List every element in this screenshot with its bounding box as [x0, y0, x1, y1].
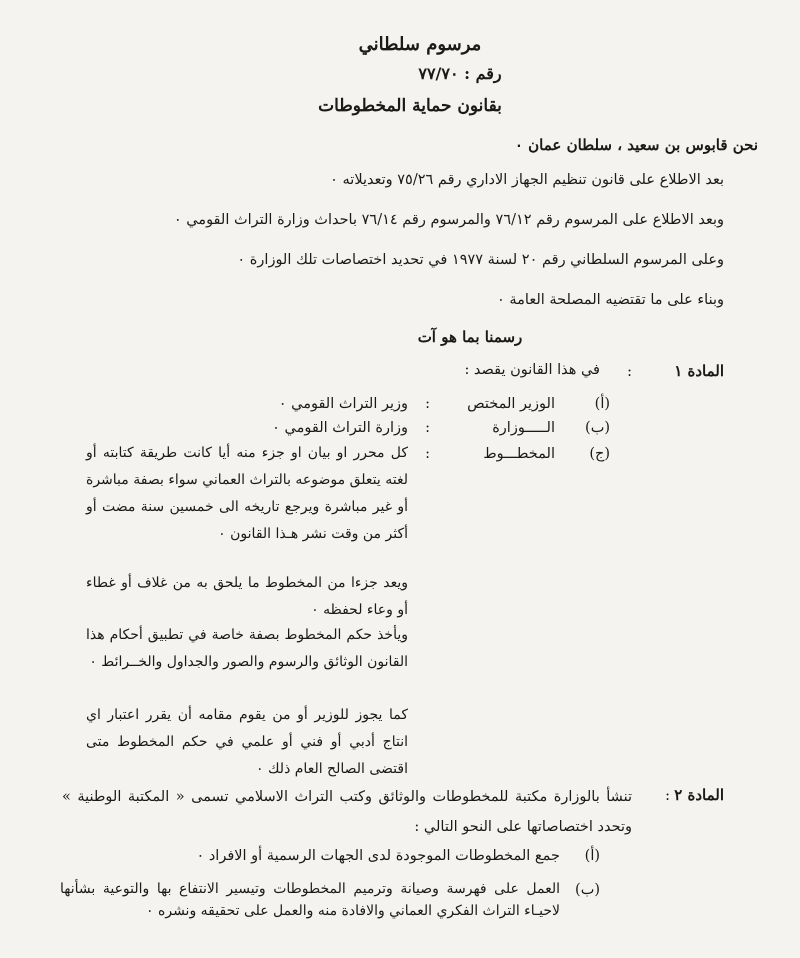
- preamble-line: وبناء على ما تقتضيه المصلحة العامة ٠: [496, 292, 724, 308]
- definition-colon: :: [425, 396, 430, 412]
- definition-colon: :: [425, 446, 430, 462]
- definition-mark: (أ): [594, 396, 610, 412]
- item-text: العمل على فهرسة وصيانة وترميم المخطوطات وتيسير الانتفاع بها والتوعية بشأنها لاحيـاء التراث الفكري العماني والافادة منه والعمل على تحقيقه ونشره ٠: [60, 881, 561, 919]
- preamble-line: بعد الاطلاع على قانون تنظيم الجهاز الاداري رقم ٧٥/٢٦ وتعديلاته ٠: [330, 172, 724, 188]
- article-2-text: تنشأ بالوزارة مكتبة للمخطوطات والوثائق وكتب التراث الاسلامي تسمى « المكتبة الوطنية » وتحدد اختصاصاتها على النحو التالي :: [62, 789, 632, 835]
- manuscript-paragraph: ويأخذ حكم المخطوط بصفة خاصة في تطبيق أحكام هذا القانون الوثائق والرسوم والصور والجداول والخــرائط ٠: [86, 627, 408, 670]
- definition-colon: :: [425, 420, 430, 436]
- definition-term: الـــــوزارة: [492, 420, 555, 436]
- article-1-text: في هذا القانون يقصد :: [464, 362, 600, 378]
- manuscript-paragraph: ويعد جزءا من المخطوط ما يلحق به من غلاف أو غطاء أو وعاء لحفظه ٠: [86, 575, 408, 618]
- definition-value: وزير التراث القومي ٠: [278, 396, 408, 412]
- item-mark: (أ): [584, 848, 600, 864]
- decree-title: مرسوم سلطاني: [358, 34, 482, 55]
- decree-number: رقم : ٧٧/٧٠: [418, 64, 502, 83]
- decree-subject: بقانون حماية المخطوطات: [318, 96, 502, 116]
- article-1-label: المادة ١: [674, 362, 724, 380]
- item-mark: (ب): [575, 882, 600, 898]
- definition-mark: (ج): [589, 446, 610, 462]
- item-text: جمع المخطوطات الموجودة لدى الجهات الرسمية أو الافراد ٠: [196, 848, 560, 864]
- article-1-colon: :: [626, 362, 632, 380]
- definition-term: الوزير المختص: [467, 396, 555, 412]
- definition-value: وزارة التراث القومي ٠: [272, 420, 408, 436]
- definition-mark: (ب): [585, 420, 610, 436]
- article-2-label: المادة ٢: [674, 786, 724, 804]
- manuscript-paragraph: كما يجوز للوزير أو من يقوم مقامه أن يقرر اعتبار اي انتاج أدبي أو فني أو علمي في حكم المخطوط متى اقتضى الصالح العام ذلك ٠: [86, 707, 408, 777]
- manuscript-definition: كل محرر او بيان او جزء منه أيا كانت طريقة كتابته أو لغته يتعلق موضوعه بالتراث العماني سواء بصفة مباشرة أو غير مباشرة ويرجع تاريخه الى خمسين سنة مضت أو أكثر من وقت نشر هـذا القانون ٠: [86, 445, 408, 542]
- preamble-line: وبعد الاطلاع على المرسوم رقم ٧٦/١٢ والمرسوم رقم ٧٦/١٤ باحداث وزارة التراث القومي ٠: [173, 212, 724, 228]
- preamble-line: وعلى المرسوم السلطاني رقم ٢٠ لسنة ١٩٧٧ في تحديد اختصاصات تلك الوزارة ٠: [237, 252, 724, 268]
- definition-term: المخطـــوط: [483, 446, 555, 462]
- article-2-colon: :: [664, 786, 670, 804]
- decree-line: رسمنا بما هو آت: [417, 328, 523, 346]
- sultan-intro: نحن قابوس بن سعيد ، سلطان عمان ٠: [514, 136, 758, 154]
